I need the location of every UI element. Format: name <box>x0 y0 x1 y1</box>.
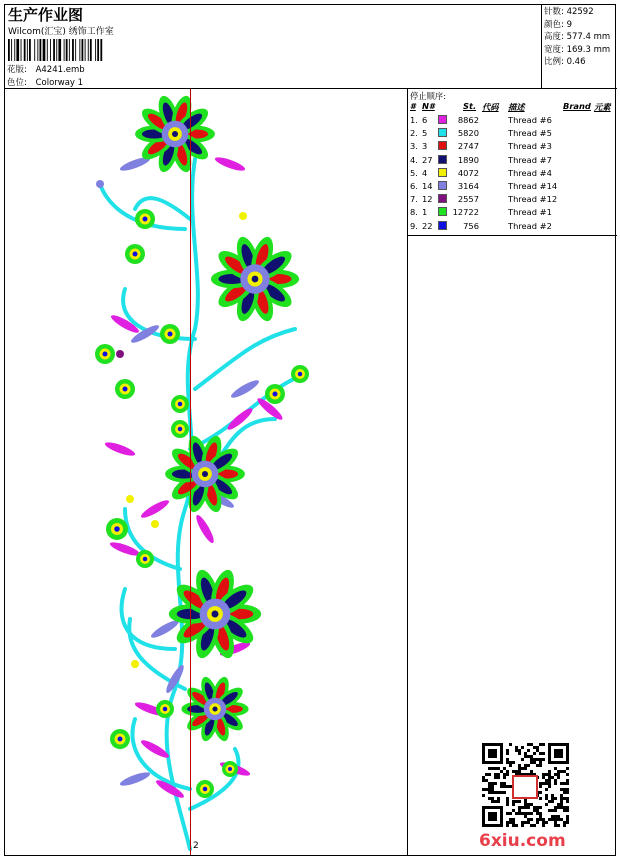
thread-desc: Thread #5 <box>508 128 552 139</box>
thread-stitches: 3164 <box>457 181 479 191</box>
thread-desc: Thread #6 <box>508 115 552 125</box>
thread-row <box>408 140 617 153</box>
thread-color-swatch <box>438 207 447 216</box>
thread-needle: 4 <box>422 167 428 178</box>
stitch-count: 针数: 42592 <box>544 7 594 17</box>
thread-color-swatch <box>438 155 447 164</box>
colorway-label: 色位: <box>7 78 27 88</box>
site-watermark: 6xiu.com <box>479 831 566 851</box>
thread-color-swatch <box>438 128 447 137</box>
thread-sequence-title: 停止顺序: <box>410 91 446 101</box>
thread-stitches: 1890 <box>457 154 479 165</box>
thread-row <box>408 220 617 233</box>
colorway-name: Colorway 1 <box>35 78 84 88</box>
colorway-row <box>7 76 83 88</box>
thread-row <box>408 180 617 193</box>
design-height: 高度: 577.4 mm <box>544 32 611 42</box>
thread-stitches: 5820 <box>457 128 479 139</box>
stats-panel <box>542 5 617 89</box>
col-header-stitches: St. <box>463 101 477 111</box>
thread-needle: 3 <box>422 141 428 152</box>
thread-color-swatch <box>438 194 447 203</box>
col-header-element: 元素 <box>594 102 611 112</box>
thread-needle: 27 <box>422 154 433 165</box>
design-file-name: A4241.emb <box>35 65 85 75</box>
design-width: 宽度: 169.3 mm <box>544 44 611 55</box>
thread-desc: Thread #4 <box>508 167 552 178</box>
thread-stitches: 2747 <box>457 141 479 152</box>
guide-marker: 2 <box>193 841 199 851</box>
thread-needle: 14 <box>422 181 433 191</box>
thread-needle: 6 <box>422 115 428 125</box>
design-file-label: 花版: <box>7 65 27 75</box>
thread-row <box>408 206 617 219</box>
thread-row <box>408 127 617 140</box>
design-file-row <box>7 63 85 75</box>
thread-order: 1. <box>410 115 418 125</box>
col-header-code: 代码 <box>482 102 499 112</box>
seal-stamp <box>512 775 538 799</box>
thread-color-swatch <box>438 115 447 124</box>
thread-color-swatch <box>438 168 447 177</box>
thread-desc: Thread #3 <box>508 141 552 152</box>
col-header-needle: N# <box>422 101 435 111</box>
thread-needle: 12 <box>422 194 433 205</box>
thread-stitches: 4072 <box>457 167 479 178</box>
thread-desc: Thread #1 <box>508 207 552 218</box>
studio-name: Wilcom(汇宝) 绣饰工作室 <box>8 27 114 37</box>
thread-needle: 1 <box>422 207 428 218</box>
thread-order: 8. <box>410 207 418 218</box>
thread-order: 6. <box>410 181 418 191</box>
thread-order: 9. <box>410 220 418 231</box>
embroidery-design-area <box>5 89 408 855</box>
header-panel <box>5 5 542 89</box>
thread-desc: Thread #7 <box>508 154 552 165</box>
thread-color-swatch <box>438 181 447 190</box>
thread-desc: Thread #12 <box>508 194 558 205</box>
thread-color-swatch <box>438 221 447 230</box>
thread-needle: 5 <box>422 128 428 139</box>
thread-order: 2. <box>410 128 418 139</box>
thread-stitches: 756 <box>463 220 479 231</box>
embroidery-artwork <box>5 89 408 855</box>
thread-order: 7. <box>410 194 418 205</box>
thread-stitches: 12722 <box>452 207 479 218</box>
thread-order: 3. <box>410 141 418 152</box>
thread-order: 4. <box>410 154 418 165</box>
thread-row <box>408 154 617 167</box>
thread-stitches: 2557 <box>457 194 479 205</box>
design-scale: 比例: 0.46 <box>544 57 586 67</box>
thread-sequence-panel <box>408 89 617 236</box>
thread-row <box>408 193 617 206</box>
thread-color-swatch <box>438 141 447 150</box>
thread-row <box>408 167 617 180</box>
page-title: 生产作业图 <box>8 6 84 24</box>
barcode <box>8 39 120 61</box>
thread-order: 5. <box>410 167 418 178</box>
center-guide-line <box>190 89 191 855</box>
thread-stitches: 8862 <box>457 115 479 125</box>
thread-needle: 22 <box>422 220 433 231</box>
thread-row <box>408 114 617 127</box>
production-sheet <box>4 4 616 856</box>
col-header-order: # <box>410 101 416 111</box>
col-header-desc: 描述 <box>508 102 525 112</box>
col-header-brand: Brand <box>563 101 591 111</box>
thread-desc: Thread #14 <box>508 181 558 191</box>
thread-desc: Thread #2 <box>508 220 552 231</box>
color-count: 颜色: 9 <box>544 19 572 30</box>
